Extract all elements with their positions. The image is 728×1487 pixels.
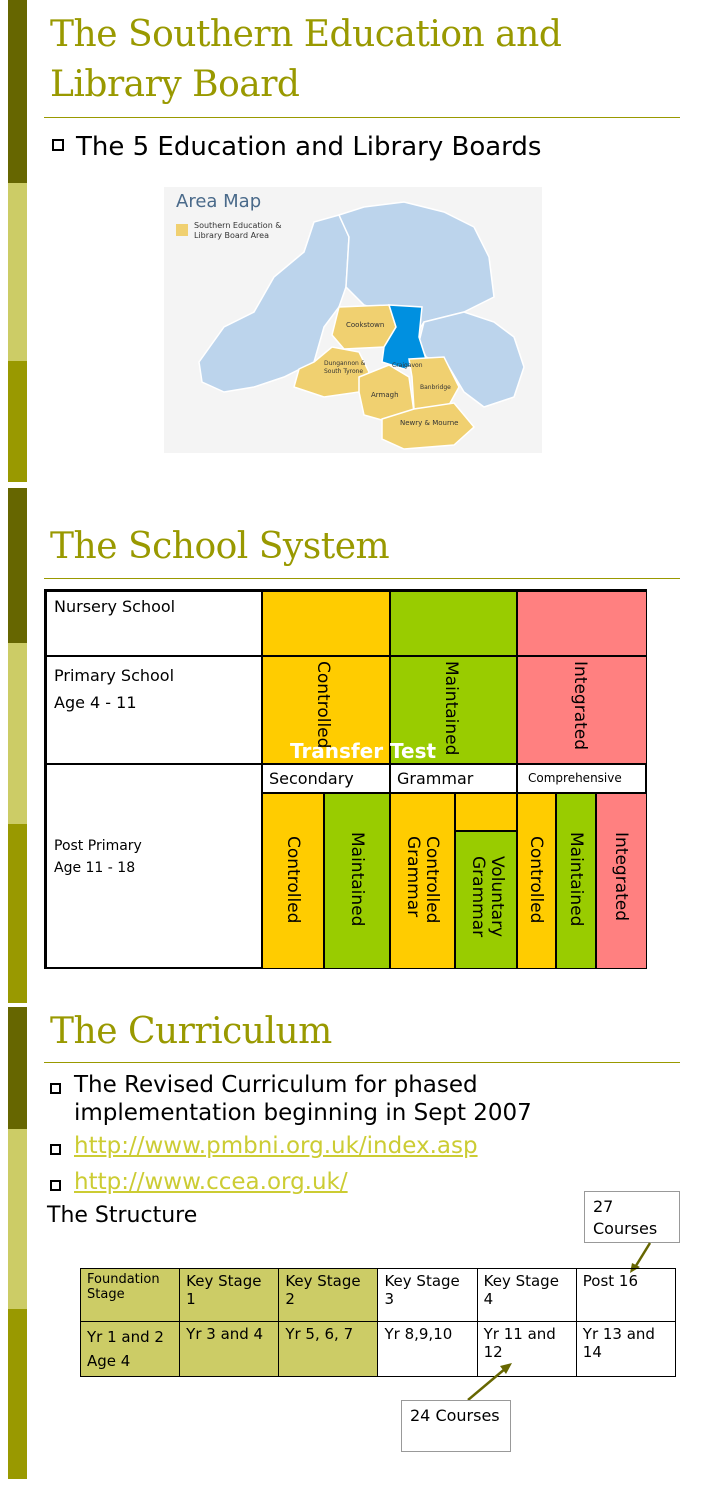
table-cell: Post 16 [576, 1269, 675, 1322]
header-comprehensive: Comprehensive [517, 764, 647, 793]
nursery-integrated [517, 591, 647, 656]
map-title: Area Map [176, 191, 262, 212]
post-comp-maintained: Maintained [556, 793, 596, 969]
post-grammar-top [455, 793, 517, 831]
header-secondary: Secondary [262, 764, 390, 793]
nursery-controlled [262, 591, 390, 656]
post-comp-controlled: Controlled [517, 793, 556, 969]
post-voluntary-grammar: Voluntary Grammar [455, 831, 517, 969]
row-label-nursery: Nursery School [46, 591, 262, 656]
primary-controlled: Controlled [262, 656, 390, 764]
curriculum-table [80, 1268, 676, 1377]
structure-label: The Structure [47, 1203, 198, 1228]
table-cell: Key Stage 3 [378, 1269, 477, 1322]
row-label-post-primary: Post Primary Age 11 - 18 [46, 764, 262, 969]
title-rule [44, 578, 680, 579]
slide-title: The Curriculum [50, 1011, 332, 1052]
title-rule [44, 117, 680, 118]
table-cell: Yr 3 and 4 [180, 1322, 279, 1377]
map-region-label: South Tyrone [324, 368, 364, 375]
map-region-label: Dungannon & [324, 360, 366, 367]
table-cell: Yr 13 and 14 [576, 1322, 675, 1377]
table-cell: Key Stage 1 [180, 1269, 279, 1322]
map-region-label: Banbridge [420, 384, 451, 391]
table-cell: Yr 11 and 12 [477, 1322, 576, 1377]
post-controlled-grammar: Controlled Grammar [390, 793, 455, 969]
post-comp-integrated: Integrated [596, 793, 647, 969]
map-region-label: Armagh [371, 391, 399, 399]
row-label-primary: Primary School Age 4 - 11 [46, 656, 262, 764]
link-bullet [50, 1133, 478, 1159]
map-region-label: Cookstown [346, 321, 385, 329]
table-row [81, 1269, 676, 1322]
post-maintained: Maintained [324, 793, 390, 969]
header-grammar: Grammar [390, 764, 517, 793]
school-system-chart [44, 589, 647, 969]
table-cell: Key Stage 2 [279, 1269, 378, 1322]
post-controlled: Controlled [262, 793, 324, 969]
table-cell: Key Stage 4 [477, 1269, 576, 1322]
table-cell: Foundation Stage [81, 1269, 180, 1322]
square-bullet-icon [50, 1180, 61, 1191]
slide-side-bar [8, 488, 27, 1003]
slide-side-bar [8, 0, 27, 482]
primary-maintained: Maintained [390, 656, 517, 764]
table-cell: Yr 8,9,10 [378, 1322, 477, 1377]
callout-27-courses: 27 Courses [584, 1191, 680, 1243]
slide-seelb [0, 0, 728, 485]
slide-curriculum [0, 1007, 728, 1487]
square-bullet-icon [50, 1083, 61, 1094]
title-rule [44, 1062, 680, 1063]
northern-ireland-map [164, 187, 542, 453]
link-bullet [50, 1169, 348, 1195]
table-row [81, 1322, 676, 1377]
map-region-label: Newry & Mourne [400, 419, 459, 427]
callout-arrow [462, 1358, 522, 1404]
square-bullet-icon [50, 1144, 61, 1155]
transfer-test-label: Transfer Test [290, 739, 437, 763]
primary-integrated: Integrated [517, 656, 647, 764]
table-cell: Yr 1 and 2 Age 4 [81, 1322, 180, 1377]
map-region-label: Craigavon [392, 362, 423, 369]
ccea-link[interactable]: http://www.ccea.org.uk/ [74, 1169, 348, 1195]
bullet-item: The Revised Curriculum for phased implementation beginning in Sept 2007 [50, 1071, 570, 1127]
slide-title: The Southern Education and Library Board [50, 14, 562, 105]
nursery-maintained [390, 591, 517, 656]
slide-title: The School System [50, 526, 390, 567]
slide-school-system [0, 488, 728, 1003]
bullet-item: The 5 Education and Library Boards [52, 132, 541, 162]
area-map [164, 187, 542, 453]
callout-24-courses: 24 Courses [401, 1400, 511, 1452]
slide-side-bar [8, 1007, 27, 1479]
pmbni-link[interactable]: http://www.pmbni.org.uk/index.asp [74, 1133, 478, 1159]
square-bullet-icon [52, 139, 64, 151]
table-cell: Yr 5, 6, 7 [279, 1322, 378, 1377]
map-legend: Southern Education & Library Board Area [194, 221, 282, 240]
